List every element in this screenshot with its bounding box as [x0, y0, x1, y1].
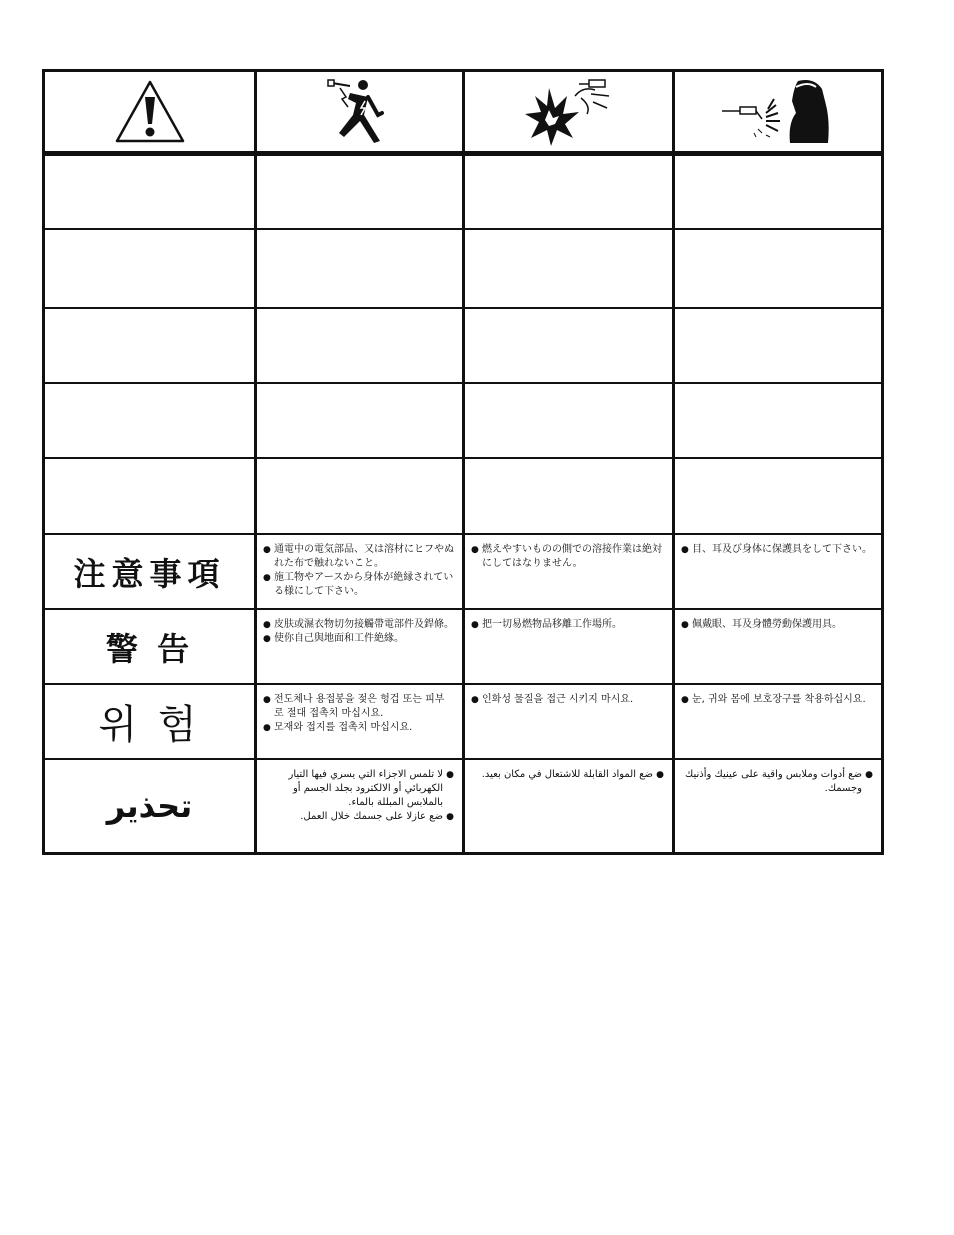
warning-text-electric — [257, 685, 462, 758]
row-label-korean: 위 험 — [98, 702, 201, 748]
header-divider — [45, 151, 881, 156]
list-item: ● 모재와 접지를 접촉치 마십시요. — [263, 721, 454, 735]
list-item: ● 目、耳及び身体に保護具をして下さい。 — [681, 543, 873, 557]
electric-shock-icon — [320, 77, 400, 147]
header-icon-cell — [675, 72, 881, 151]
row-divider — [45, 307, 881, 309]
list-item: ● ضع أدوات وملابس واقية على عينيك وأذنيك وجسمك. — [681, 768, 873, 796]
list-item: ● 通電中の電気部品、又は溶材にヒフやぬれた布で触れないこと。 — [263, 543, 454, 571]
header-icon-cell — [45, 72, 254, 151]
warning-text-rays — [675, 535, 881, 608]
warning-text-fire — [465, 760, 672, 852]
row-label-japanese: 注意事項 — [73, 554, 226, 593]
list-item: ● 燃えやすいものの側での溶接作業は絶対にしてはなりません。 — [471, 543, 664, 571]
warning-text-electric — [257, 610, 462, 683]
list-item: ● ضع المواد القابلة للاشتعال في مكان بعيد. — [471, 768, 664, 782]
warning-text-fire — [465, 535, 672, 608]
warning-text-rays — [675, 685, 881, 758]
header-icon-cell — [465, 72, 672, 151]
warning-text-rays — [675, 760, 881, 852]
row-divider — [45, 382, 881, 384]
list-item: ● 佩戴眼、耳及身體勞動保護用具。 — [681, 618, 873, 632]
row-label-chinese: 警 告 — [105, 629, 194, 668]
row-divider — [45, 457, 881, 459]
list-item: ● 把一切易燃物品移離工作場所。 — [471, 618, 664, 632]
warning-text-rays — [675, 610, 881, 683]
list-item: ● لا تلمس الاجزاء التي يسري فيها التيار الكهربائي أو الالكترود بجلد الجسم أو بالملابس المبللة بالماء. — [263, 768, 454, 810]
row-label-arabic: تحذير — [106, 787, 193, 825]
general-warning-icon — [114, 79, 186, 145]
arc-rays-eye-protection-icon — [718, 77, 838, 147]
list-item: ● 인화성 물질을 접근 시키지 마시요. — [471, 693, 664, 707]
warning-text-fire — [465, 685, 672, 758]
warning-text-fire — [465, 610, 672, 683]
list-item: ● 皮肤或濕衣物切勿接觸帶電部件及銲條。 — [263, 618, 454, 632]
list-item: ● ضع عازلا على جسمك خلال العمل. — [263, 810, 454, 824]
list-item: ● 施工物やアースから身体が絶縁されている様にして下さい。 — [263, 571, 454, 599]
header-icon-cell — [257, 72, 462, 151]
warning-text-electric — [257, 760, 462, 852]
warning-table — [42, 69, 884, 855]
list-item: ● 전도체나 용접봉을 젖은 헝겁 또는 피부로 절대 접촉치 마십시요. — [263, 693, 454, 721]
fire-explosion-icon — [521, 76, 617, 148]
list-item: ● 눈, 귀와 몸에 보호장구를 착용하십시요. — [681, 693, 873, 707]
row-divider — [45, 228, 881, 230]
list-item: ● 使你自己與地面和工件絶緣。 — [263, 632, 454, 646]
warning-text-electric — [257, 535, 462, 608]
